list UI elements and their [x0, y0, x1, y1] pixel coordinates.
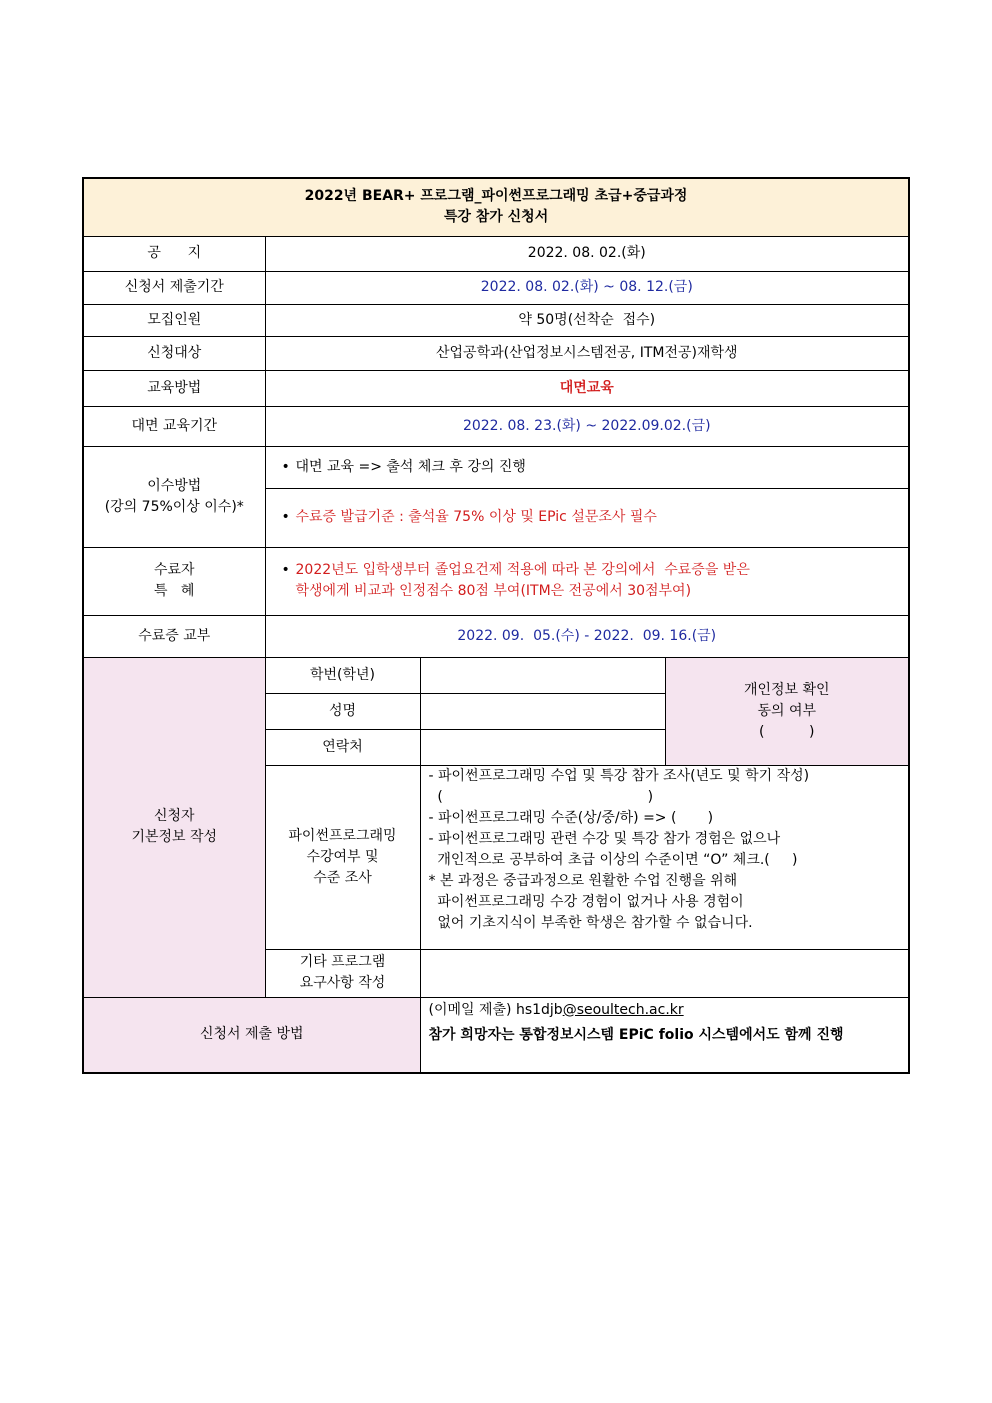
- capacity-value: 약 50명(선착순 접수): [265, 304, 909, 336]
- title-line-1: 2022년 BEAR+ 프로그램_파이썬프로그래밍 초급+중급과정: [304, 188, 688, 205]
- submit-info: [420, 997, 909, 1073]
- bullet-icon: •: [281, 458, 290, 475]
- survey-label-line-1: 파이썬프로그래밍: [288, 827, 397, 844]
- edu-period-label: 대면 교육기간: [83, 406, 265, 446]
- form-title: [83, 178, 909, 236]
- survey-line: - 파이썬프로그래밍 관련 수강 및 특강 참가 경험은 없으나: [428, 830, 781, 847]
- contact-label: 연락처: [265, 729, 420, 765]
- benefit-label-line-1: 수료자: [153, 562, 195, 578]
- submit-label: 신청서 제출 방법: [83, 997, 420, 1073]
- contact-field[interactable]: [420, 729, 665, 765]
- completion-label-line-1: 이수방법: [147, 477, 202, 494]
- survey-field[interactable]: [420, 765, 909, 949]
- name-label: 성명: [265, 693, 420, 729]
- period-value: 2022. 08. 02.(화) ~ 08. 12.(금): [265, 271, 909, 304]
- target-label: 신청대상: [83, 336, 265, 370]
- completion-item-1: [265, 446, 909, 488]
- completion-label: [83, 446, 265, 547]
- application-form: [82, 177, 908, 1077]
- survey-line: 없어 기초지식이 부족한 학생은 참가할 수 없습니다.: [428, 914, 753, 931]
- survey-label-line-2: 수강여부 및: [306, 848, 379, 865]
- completion-item-2: [265, 488, 909, 547]
- survey-label: [265, 765, 420, 949]
- capacity-label: 모집인원: [83, 304, 265, 336]
- survey-line: 개인적으로 공부하여 초급 이상의 수준이면 “O” 체크.( ): [428, 851, 798, 868]
- bullet-icon: •: [281, 562, 290, 578]
- period-label: 신청서 제출기간: [83, 271, 265, 304]
- benefit-label: [83, 547, 265, 615]
- survey-label-line-3: 수준 조사: [313, 869, 372, 886]
- edu-period-value: 2022. 08. 23.(화) ~ 2022.09.02.(금): [265, 406, 909, 446]
- survey-line: - 파이썬프로그래밍 수준(상/중/하) => ( ): [428, 809, 714, 826]
- consent-line-2: 동의 여부: [757, 702, 817, 719]
- completion-item-1-text: 대면 교육 => 출석 체크 후 강의 진행: [295, 458, 526, 475]
- submit-email: [429, 1000, 901, 1021]
- survey-line: 파이썬프로그래밍 수강 경험이 없거나 사용 경험이: [428, 893, 744, 910]
- completion-item-2-text: 수료증 발급기준 : 출석율 75% 이상 및 EPic 설문조사 필수: [295, 509, 657, 525]
- notice-value: 2022. 08. 02.(화): [265, 236, 909, 271]
- applicant-label-line-2: 기본정보 작성: [131, 829, 218, 845]
- benefit-line-1: 2022년도 입학생부터 졸업요건제 적용에 따라 본 강의에서 수료증을 받은: [295, 562, 750, 578]
- name-field[interactable]: [420, 693, 665, 729]
- survey-line: * 본 과정은 중급과정으로 원활한 수업 진행을 위해: [428, 872, 738, 889]
- survey-line: - 파이썬프로그래밍 수업 및 특강 참가 조사(년도 및 학기 작성): [428, 767, 810, 784]
- benefit-label-line-2: 특 혜: [154, 583, 195, 599]
- survey-line: ( ): [428, 788, 654, 805]
- bullet-icon: •: [281, 509, 290, 525]
- completion-label-line-2: (강의 75%이상 이수)*: [104, 498, 244, 515]
- notice-label: 공 지: [83, 236, 265, 271]
- benefit-text: [265, 547, 909, 615]
- consent-line-1: 개인정보 확인: [743, 681, 830, 698]
- certificate-value: 2022. 09. 05.(수) - 2022. 09. 16.(금): [265, 615, 909, 657]
- email-link[interactable]: @seoultech.ac.kr: [562, 1001, 684, 1018]
- applicant-label-line-1: 신청자: [153, 808, 195, 824]
- student-id-label: 학번(학년): [265, 657, 420, 693]
- student-id-field[interactable]: [420, 657, 665, 693]
- submit-email-prefix: (이메일 제출) hs1djb: [428, 1001, 563, 1018]
- consent-checkbox[interactable]: ( ): [759, 723, 815, 740]
- method-label: 교육방법: [83, 370, 265, 406]
- benefit-line-2: 학생에게 비교과 인정점수 80점 부여(ITM은 전공에서 30점부여): [295, 583, 692, 599]
- other-field[interactable]: [420, 949, 909, 997]
- other-label-line-2: 요구사항 작성: [299, 975, 386, 991]
- form-table: [82, 177, 910, 1074]
- method-value: 대면교육: [265, 370, 909, 406]
- other-label: [265, 949, 420, 997]
- applicant-label: [83, 657, 265, 997]
- submit-note: 참가 희망자는 통합정보시스템 EPiC folio 시스템에서도 함께 진행: [428, 1026, 844, 1043]
- consent-box[interactable]: [665, 657, 909, 765]
- certificate-label: 수료증 교부: [83, 615, 265, 657]
- target-value: 산업공학과(산업정보시스템전공, ITM전공)재학생: [265, 336, 909, 370]
- title-line-2: 특강 참가 신청서: [443, 209, 549, 226]
- other-label-line-1: 기타 프로그램: [299, 954, 386, 970]
